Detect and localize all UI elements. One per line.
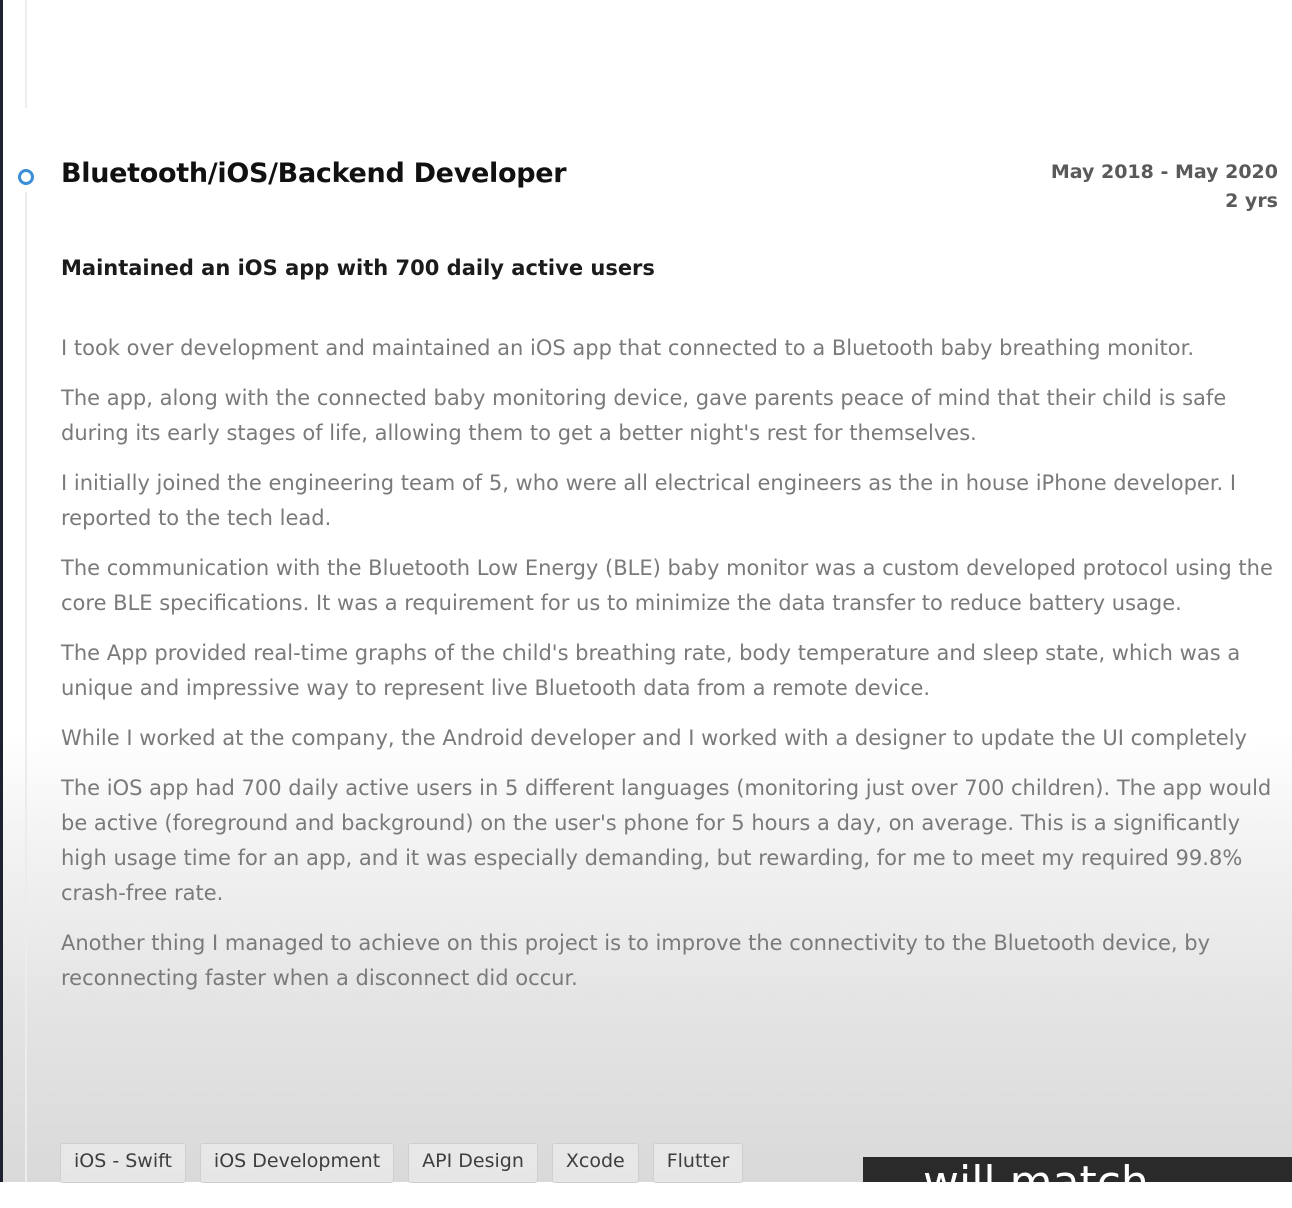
description-paragraph: The iOS app had 700 daily active users in 5 different languages (monitoring just over 700 children). The app would be active (foreground and background) on the user's phone for 5 hours a day, on average. This is a significantly high usage time for an app, and it was especially demanding, but rewarding, for me to meet my required 99.8% crash-free rate. — [61, 776, 1272, 905]
video-caption — [863, 1157, 1292, 1208]
description-paragraph: I took over development and maintained an iOS app that connected to a Bluetooth baby breathing monitor. — [61, 336, 1195, 360]
caption-text: will match — [923, 1157, 1149, 1208]
description-paragraph: The App provided real-time graphs of the child's breathing rate, body temperature and sleep state, which was a unique and impressive way to represent live Bluetooth data from a remote device. — [61, 641, 1241, 700]
description-paragraph: The communication with the Bluetooth Low Energy (BLE) baby monitor was a custom developed protocol using the core BLE specifications. It was a requirement for us to minimize the data transfer to reduce battery usage. — [61, 556, 1273, 615]
date-range: May 2018 - May 2020 — [1050, 161, 1278, 183]
description-paragraph: I initially joined the engineering team of 5, who were all electrical engineers as the in house iPhone developer. I reported to the tech lead. — [61, 471, 1237, 530]
job-description — [61, 331, 1279, 1011]
timeline-line-previous — [25, 0, 27, 108]
skill-tag-ios-development[interactable]: iOS Development — [200, 1143, 394, 1183]
job-title: Bluetooth/iOS/Backend Developer — [61, 158, 567, 189]
timeline-line — [25, 192, 27, 1182]
job-dates — [1051, 158, 1278, 216]
description-paragraph: The app, along with the connected baby monitoring device, gave parents peace of mind that their child is safe during its early stages of life, allowing them to get a better night's rest for themselves. — [61, 386, 1227, 445]
duration: 2 yrs — [1225, 190, 1278, 212]
job-summary: Maintained an iOS app with 700 daily active users — [61, 256, 655, 280]
description-paragraph: Another thing I managed to achieve on this project is to improve the connectivity to the Bluetooth device, by reconnecting faster when a disconnect did occur. — [61, 931, 1211, 990]
timeline-dot-icon — [18, 169, 34, 185]
skill-tag-xcode[interactable]: Xcode — [552, 1143, 639, 1183]
skill-tag-api-design[interactable]: API Design — [408, 1143, 538, 1183]
skill-tags — [60, 1143, 743, 1183]
skill-tag-flutter[interactable]: Flutter — [653, 1143, 744, 1183]
description-paragraph: While I worked at the company, the Android developer and I worked with a designer to update the UI completely — [61, 726, 1247, 750]
window-left-edge — [0, 0, 3, 1182]
skill-tag-ios-swift[interactable]: iOS - Swift — [60, 1143, 186, 1183]
